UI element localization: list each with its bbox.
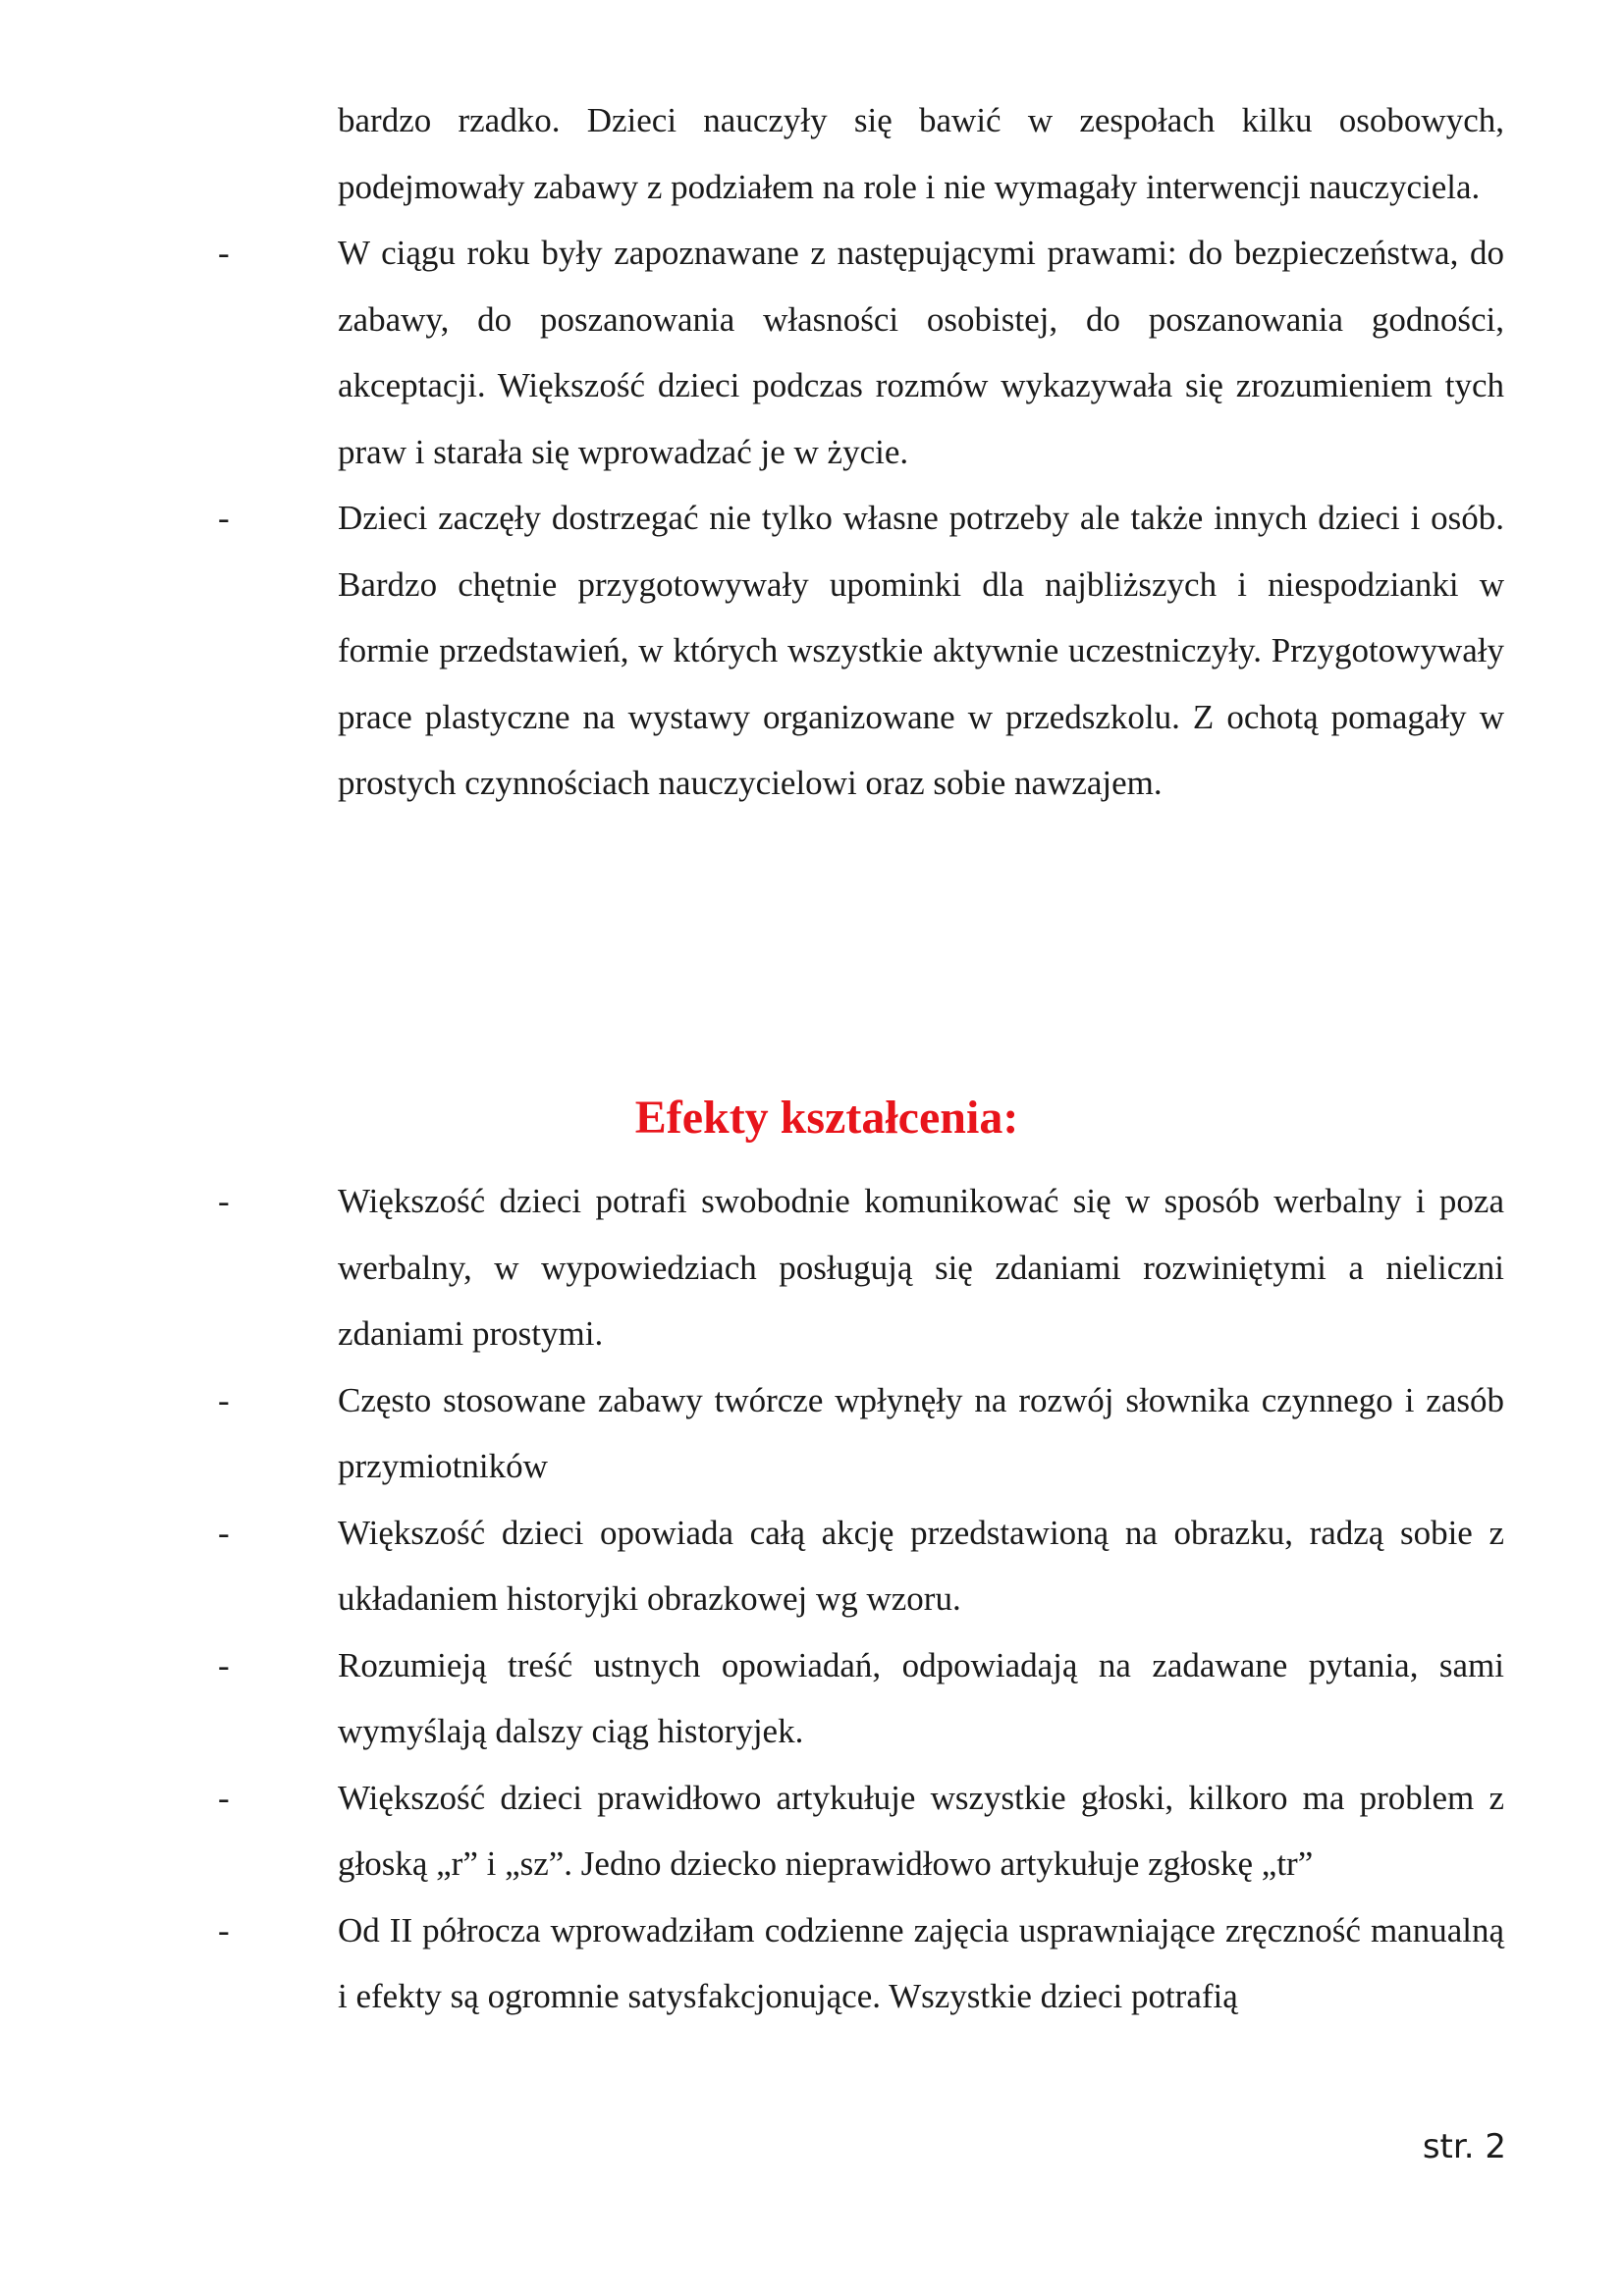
list-item [0,1168,1624,1367]
list-item-text: Często stosowane zabawy twórcze wpłynęły na rozwój słownika czynnego i zasób przymiotników [338,1380,1504,1485]
list-item-text: Od II półrocza wprowadziłam codzienne zajęcia usprawniające zręczność manualną i efekty są ogromnie satysfakcjonujące. Wszystkie dzieci potrafią [338,1910,1504,2015]
bullet-dash: - [218,1182,230,1220]
list-item [0,1897,1624,2030]
list-item [0,1500,1624,1632]
list-item [0,1765,1624,1897]
bullet-dash: - [218,1513,230,1552]
lower-section [0,1168,1624,2030]
bullet-dash: - [218,499,230,537]
list-item [0,485,1624,817]
bullet-dash: - [218,1910,230,1949]
list-item-text: Dzieci zaczęły dostrzegać nie tylko własne potrzeby ale także innych dzieci i osób. Bardzo chętnie przygotowywały upominki dla najbliższych i niespodzianki w formie przedstawień, w których wszystkie aktywnie uczestniczyły. Przygotowywały prace plastyczne na wystawy organizowane w przedszkolu. Z ochotą pomagały w prostych czynnościach nauczycielowi oraz sobie nawzajem. [338,499,1504,802]
list-item [0,220,1624,485]
section-heading: Efekty kształcenia: [634,1092,1019,1144]
bullet-dash: - [218,1645,230,1684]
bullet-dash: - [218,234,230,272]
list-item-text: W ciągu roku były zapoznawane z następującymi prawami: do bezpieczeństwa, do zabawy, do poszanowania własności osobistej, do poszanowania godności, akceptacji. Większość dzieci podczas rozmów wykazywała się zrozumieniem tych praw i starała się wprowadzać je w życie. [338,234,1504,471]
list-item-text: Większość dzieci potrafi swobodnie komunikować się w sposób werbalny i poza werbalny, w wypowiedziach posługują się zdaniami rozwiniętymi a nieliczni zdaniami prostymi. [338,1182,1504,1353]
list-item-text: Większość dzieci opowiada całą akcję przedstawioną na obrazku, radzą sobie z układaniem historyjki obrazkowej wg wzoru. [338,1513,1504,1618]
list-item-text: Większość dzieci prawidłowo artykułuje wszystkie głoski, kilkoro ma problem z głoską „r” i „sz”. Jedno dziecko nieprawidłowo artykułuje zgłoskę „tr” [338,1778,1504,1883]
list-item-text: Rozumieją treść ustnych opowiadań, odpowiadają na zadawane pytania, sami wymyślają dalszy ciąg historyjek. [338,1645,1504,1750]
list-item [0,1367,1624,1500]
continuation-text: bardzo rzadko. Dzieci nauczyły się bawić w zespołach kilku osobowych, podejmowały zabawy z podziałem na role i nie wymagały interwencji nauczyciela. [338,101,1504,206]
list-item [0,1632,1624,1765]
bullet-dash: - [218,1380,230,1419]
upper-section [0,87,1624,817]
continuation-paragraph [0,87,1624,220]
page-number: str. 2 [1422,2127,1506,2166]
bullet-dash: - [218,1778,230,1817]
